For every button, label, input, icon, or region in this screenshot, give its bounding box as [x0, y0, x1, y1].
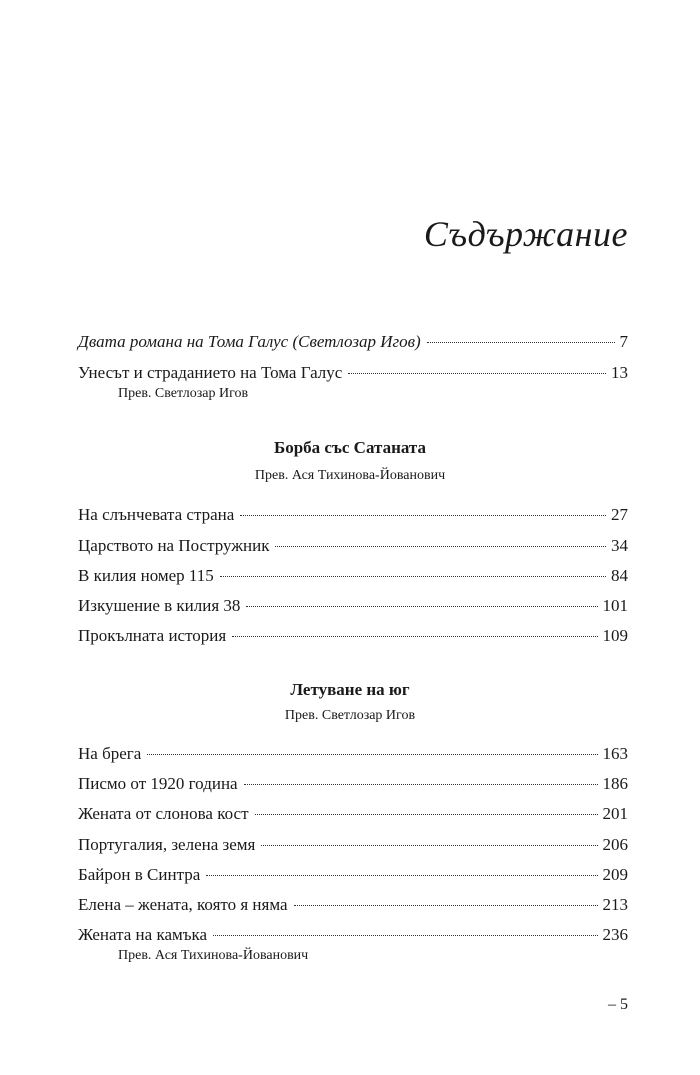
- dot-leader: [255, 814, 598, 815]
- toc-entry-title: Прокълната история: [78, 626, 227, 645]
- toc-entry: [78, 924, 628, 946]
- toc-entry-title: Елена – жената, която я няма: [78, 895, 288, 914]
- toc-entry: [78, 864, 628, 886]
- translator-credit: Прев. Светлозар Игов: [118, 386, 249, 401]
- toc-entry-title: На слънчевата страна: [78, 505, 235, 524]
- toc-entry: [78, 803, 628, 825]
- page-title: Съдържание: [423, 214, 628, 254]
- toc-entry: [78, 894, 628, 916]
- dot-leader: [348, 373, 606, 374]
- toc-entry-page: 206: [602, 835, 628, 854]
- dot-leader: [294, 905, 598, 906]
- toc-entry-page: 101: [602, 596, 628, 615]
- toc-entry: [78, 565, 628, 587]
- toc-entry-page: 109: [602, 626, 628, 645]
- toc-entry-page: 34: [611, 536, 628, 555]
- toc-entry-title: Байрон в Синтра: [78, 865, 201, 884]
- toc-entry-page: 84: [611, 566, 628, 585]
- toc-entry: [78, 773, 628, 795]
- toc-entry-page: 236: [602, 925, 628, 944]
- toc-entry-title: В килия номер 115: [78, 566, 214, 585]
- section-translator-credit: Прев. Светлозар Игов: [284, 708, 416, 723]
- dot-leader: [246, 606, 597, 607]
- toc-entry-page: 209: [602, 865, 628, 884]
- toc-entry: [78, 834, 628, 856]
- toc-entry: [78, 331, 628, 353]
- dot-leader: [427, 342, 615, 343]
- toc-entry-title: На брега: [78, 744, 142, 763]
- toc-entry-title: Жената на камъка: [78, 925, 208, 944]
- toc-entry-title: Двата романа на Тома Галус (Светлозар Игов): [78, 332, 421, 351]
- toc-entry: [78, 625, 628, 647]
- dot-leader: [147, 754, 597, 755]
- dot-leader: [240, 515, 606, 516]
- toc-entry: [78, 362, 628, 384]
- toc-entry: [78, 595, 628, 617]
- toc-entry-title: Писмо от 1920 година: [78, 774, 238, 793]
- toc-entry-page: 13: [611, 363, 628, 382]
- dot-leader: [275, 546, 606, 547]
- page-number: – 5: [608, 996, 628, 1013]
- dot-leader: [206, 875, 597, 876]
- dot-leader: [244, 784, 598, 785]
- toc-entry-page: 7: [619, 332, 628, 351]
- translator-credit: Прев. Ася Тихинова-Йованович: [118, 948, 309, 963]
- toc-entry-title: Царството на Постружник: [78, 536, 270, 555]
- toc-entry-title: Изкушение в килия 38: [78, 596, 241, 615]
- toc-entry-page: 163: [602, 744, 628, 763]
- toc-entry-title: Жената от слонова кост: [78, 804, 249, 823]
- toc-entry: [78, 743, 628, 765]
- dot-leader: [213, 935, 597, 936]
- dot-leader: [261, 845, 597, 846]
- section-heading: Борба със Сатаната: [273, 438, 426, 457]
- toc-entry-page: 27: [611, 505, 628, 524]
- toc-entry-title: Унесът и страданието на Тома Галус: [78, 363, 343, 382]
- toc-entry: [78, 535, 628, 557]
- toc-entry-page: 186: [602, 774, 628, 793]
- section-heading: Летуване на юг: [290, 680, 410, 699]
- toc-entry-page: 201: [602, 804, 628, 823]
- dot-leader: [220, 576, 606, 577]
- dot-leader: [232, 636, 597, 637]
- toc-entry-title: Португалия, зелена земя: [78, 835, 256, 854]
- toc-entry: [78, 504, 628, 526]
- toc-entry-page: 213: [602, 895, 628, 914]
- section-translator-credit: Прев. Ася Тихинова-Йованович: [254, 468, 446, 483]
